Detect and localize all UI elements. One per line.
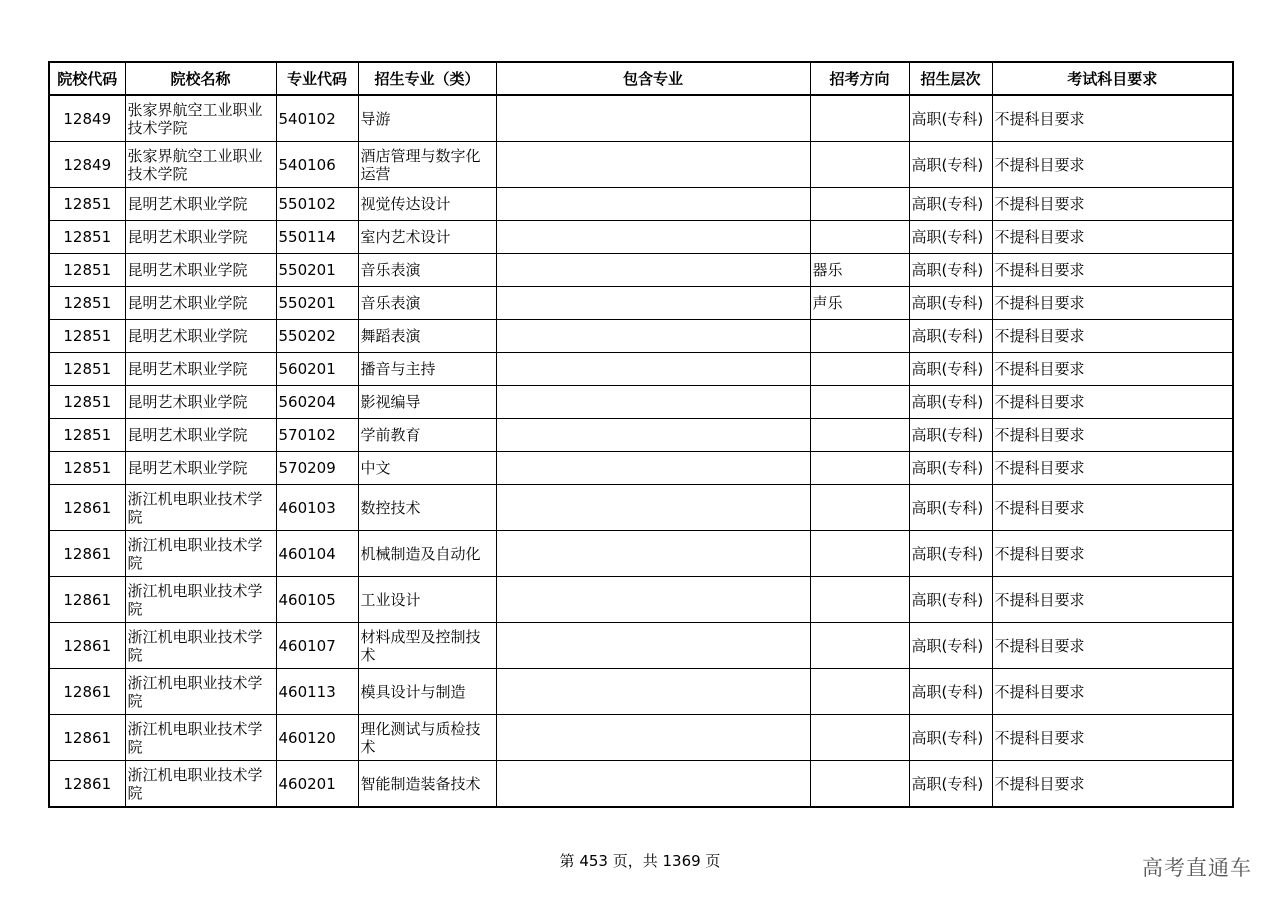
included-majors-cell <box>496 761 810 808</box>
direction-cell <box>810 142 909 188</box>
major-code-cell: 460120 <box>276 715 358 761</box>
subject-requirement-cell: 不提科目要求 <box>992 531 1233 577</box>
school-code-cell: 12851 <box>49 320 125 353</box>
level-cell: 高职(专科) <box>909 485 992 531</box>
school-code-cell: 12861 <box>49 715 125 761</box>
school-code-cell: 12851 <box>49 254 125 287</box>
major-name-cell: 舞蹈表演 <box>358 320 496 353</box>
table-row <box>49 287 1233 320</box>
included-majors-cell <box>496 623 810 669</box>
major-code-cell: 540102 <box>276 95 358 142</box>
school-code-cell: 12851 <box>49 287 125 320</box>
major-code-cell: 550202 <box>276 320 358 353</box>
header-cell: 专业代码 <box>276 62 358 95</box>
subject-requirement-cell: 不提科目要求 <box>992 386 1233 419</box>
subject-requirement-cell: 不提科目要求 <box>992 287 1233 320</box>
direction-cell: 器乐 <box>810 254 909 287</box>
header-cell: 院校名称 <box>125 62 276 95</box>
watermark: 高考直通车 <box>1142 856 1252 880</box>
direction-cell: 声乐 <box>810 287 909 320</box>
level-cell: 高职(专科) <box>909 386 992 419</box>
major-code-cell: 460104 <box>276 531 358 577</box>
table-row <box>49 669 1233 715</box>
table-row <box>49 254 1233 287</box>
subject-requirement-cell: 不提科目要求 <box>992 353 1233 386</box>
direction-cell <box>810 577 909 623</box>
school-code-cell: 12849 <box>49 142 125 188</box>
major-name-cell: 模具设计与制造 <box>358 669 496 715</box>
direction-cell <box>810 188 909 221</box>
table-row <box>49 485 1233 531</box>
direction-cell <box>810 386 909 419</box>
level-cell: 高职(专科) <box>909 353 992 386</box>
subject-requirement-cell: 不提科目要求 <box>992 623 1233 669</box>
level-cell: 高职(专科) <box>909 669 992 715</box>
header-cell: 招生层次 <box>909 62 992 95</box>
school-name-cell: 昆明艺术职业学院 <box>125 386 276 419</box>
direction-cell <box>810 531 909 577</box>
school-code-cell: 12851 <box>49 188 125 221</box>
school-code-cell: 12861 <box>49 485 125 531</box>
major-code-cell: 540106 <box>276 142 358 188</box>
included-majors-cell <box>496 452 810 485</box>
level-cell: 高职(专科) <box>909 577 992 623</box>
table-row <box>49 142 1233 188</box>
level-cell: 高职(专科) <box>909 531 992 577</box>
table-row <box>49 715 1233 761</box>
header-cell: 院校代码 <box>49 62 125 95</box>
major-name-cell: 导游 <box>358 95 496 142</box>
included-majors-cell <box>496 715 810 761</box>
table-row <box>49 386 1233 419</box>
table-row <box>49 188 1233 221</box>
major-code-cell: 550102 <box>276 188 358 221</box>
subject-requirement-cell: 不提科目要求 <box>992 188 1233 221</box>
admissions-table <box>48 61 1234 808</box>
school-name-cell: 浙江机电职业技术学院 <box>125 669 276 715</box>
direction-cell <box>810 669 909 715</box>
school-name-cell: 昆明艺术职业学院 <box>125 452 276 485</box>
school-code-cell: 12861 <box>49 577 125 623</box>
level-cell: 高职(专科) <box>909 254 992 287</box>
table-row <box>49 577 1233 623</box>
direction-cell <box>810 320 909 353</box>
included-majors-cell <box>496 577 810 623</box>
direction-cell <box>810 623 909 669</box>
level-cell: 高职(专科) <box>909 320 992 353</box>
major-name-cell: 数控技术 <box>358 485 496 531</box>
included-majors-cell <box>496 419 810 452</box>
major-name-cell: 播音与主持 <box>358 353 496 386</box>
school-name-cell: 昆明艺术职业学院 <box>125 188 276 221</box>
major-name-cell: 视觉传达设计 <box>358 188 496 221</box>
table-row <box>49 623 1233 669</box>
major-name-cell: 室内艺术设计 <box>358 221 496 254</box>
school-name-cell: 浙江机电职业技术学院 <box>125 577 276 623</box>
school-code-cell: 12851 <box>49 221 125 254</box>
level-cell: 高职(专科) <box>909 287 992 320</box>
level-cell: 高职(专科) <box>909 188 992 221</box>
major-code-cell: 560204 <box>276 386 358 419</box>
included-majors-cell <box>496 531 810 577</box>
level-cell: 高职(专科) <box>909 419 992 452</box>
school-name-cell: 张家界航空工业职业技术学院 <box>125 95 276 142</box>
direction-cell <box>810 761 909 808</box>
major-code-cell: 460107 <box>276 623 358 669</box>
school-name-cell: 昆明艺术职业学院 <box>125 254 276 287</box>
level-cell: 高职(专科) <box>909 221 992 254</box>
school-name-cell: 浙江机电职业技术学院 <box>125 623 276 669</box>
header-cell: 招考方向 <box>810 62 909 95</box>
major-name-cell: 音乐表演 <box>358 254 496 287</box>
level-cell: 高职(专科) <box>909 761 992 808</box>
subject-requirement-cell: 不提科目要求 <box>992 142 1233 188</box>
subject-requirement-cell: 不提科目要求 <box>992 669 1233 715</box>
major-code-cell: 570209 <box>276 452 358 485</box>
major-name-cell: 中文 <box>358 452 496 485</box>
major-name-cell: 学前教育 <box>358 419 496 452</box>
direction-cell <box>810 715 909 761</box>
school-name-cell: 浙江机电职业技术学院 <box>125 715 276 761</box>
school-code-cell: 12851 <box>49 452 125 485</box>
major-code-cell: 550201 <box>276 287 358 320</box>
school-code-cell: 12849 <box>49 95 125 142</box>
school-code-cell: 12861 <box>49 623 125 669</box>
table-row <box>49 221 1233 254</box>
table-row <box>49 761 1233 808</box>
major-code-cell: 560201 <box>276 353 358 386</box>
included-majors-cell <box>496 95 810 142</box>
major-name-cell: 音乐表演 <box>358 287 496 320</box>
school-name-cell: 昆明艺术职业学院 <box>125 419 276 452</box>
included-majors-cell <box>496 142 810 188</box>
table-row <box>49 95 1233 142</box>
subject-requirement-cell: 不提科目要求 <box>992 577 1233 623</box>
major-name-cell: 材料成型及控制技术 <box>358 623 496 669</box>
school-name-cell: 浙江机电职业技术学院 <box>125 485 276 531</box>
major-code-cell: 550114 <box>276 221 358 254</box>
level-cell: 高职(专科) <box>909 95 992 142</box>
level-cell: 高职(专科) <box>909 623 992 669</box>
direction-cell <box>810 353 909 386</box>
school-code-cell: 12861 <box>49 669 125 715</box>
major-name-cell: 智能制造装备技术 <box>358 761 496 808</box>
major-name-cell: 机械制造及自动化 <box>358 531 496 577</box>
subject-requirement-cell: 不提科目要求 <box>992 419 1233 452</box>
major-name-cell: 理化测试与质检技术 <box>358 715 496 761</box>
school-code-cell: 12851 <box>49 386 125 419</box>
included-majors-cell <box>496 485 810 531</box>
major-code-cell: 460113 <box>276 669 358 715</box>
header-cell: 招生专业（类） <box>358 62 496 95</box>
school-code-cell: 12861 <box>49 761 125 808</box>
included-majors-cell <box>496 353 810 386</box>
subject-requirement-cell: 不提科目要求 <box>992 452 1233 485</box>
subject-requirement-cell: 不提科目要求 <box>992 485 1233 531</box>
school-code-cell: 12851 <box>49 419 125 452</box>
major-code-cell: 460201 <box>276 761 358 808</box>
table-row <box>49 320 1233 353</box>
direction-cell <box>810 452 909 485</box>
subject-requirement-cell: 不提科目要求 <box>992 221 1233 254</box>
level-cell: 高职(专科) <box>909 452 992 485</box>
included-majors-cell <box>496 287 810 320</box>
subject-requirement-cell: 不提科目要求 <box>992 320 1233 353</box>
major-code-cell: 570102 <box>276 419 358 452</box>
included-majors-cell <box>496 188 810 221</box>
direction-cell <box>810 95 909 142</box>
level-cell: 高职(专科) <box>909 715 992 761</box>
included-majors-cell <box>496 669 810 715</box>
subject-requirement-cell: 不提科目要求 <box>992 95 1233 142</box>
direction-cell <box>810 485 909 531</box>
major-name-cell: 酒店管理与数字化运营 <box>358 142 496 188</box>
table-row <box>49 419 1233 452</box>
school-code-cell: 12851 <box>49 353 125 386</box>
included-majors-cell <box>496 254 810 287</box>
school-name-cell: 张家界航空工业职业技术学院 <box>125 142 276 188</box>
included-majors-cell <box>496 386 810 419</box>
school-name-cell: 昆明艺术职业学院 <box>125 221 276 254</box>
level-cell: 高职(专科) <box>909 142 992 188</box>
school-name-cell: 浙江机电职业技术学院 <box>125 531 276 577</box>
school-name-cell: 昆明艺术职业学院 <box>125 320 276 353</box>
subject-requirement-cell: 不提科目要求 <box>992 715 1233 761</box>
school-name-cell: 浙江机电职业技术学院 <box>125 761 276 808</box>
table-row <box>49 531 1233 577</box>
direction-cell <box>810 221 909 254</box>
major-code-cell: 550201 <box>276 254 358 287</box>
included-majors-cell <box>496 221 810 254</box>
table-row <box>49 452 1233 485</box>
header-cell: 考试科目要求 <box>992 62 1233 95</box>
major-code-cell: 460105 <box>276 577 358 623</box>
direction-cell <box>810 419 909 452</box>
school-name-cell: 昆明艺术职业学院 <box>125 287 276 320</box>
page-number: 第 453 页，共 1369 页 <box>559 852 721 870</box>
table-row <box>49 353 1233 386</box>
subject-requirement-cell: 不提科目要求 <box>992 761 1233 808</box>
subject-requirement-cell: 不提科目要求 <box>992 254 1233 287</box>
major-name-cell: 工业设计 <box>358 577 496 623</box>
school-name-cell: 昆明艺术职业学院 <box>125 353 276 386</box>
major-code-cell: 460103 <box>276 485 358 531</box>
major-name-cell: 影视编导 <box>358 386 496 419</box>
included-majors-cell <box>496 320 810 353</box>
header-cell: 包含专业 <box>496 62 810 95</box>
table-header-row <box>49 62 1233 95</box>
school-code-cell: 12861 <box>49 531 125 577</box>
